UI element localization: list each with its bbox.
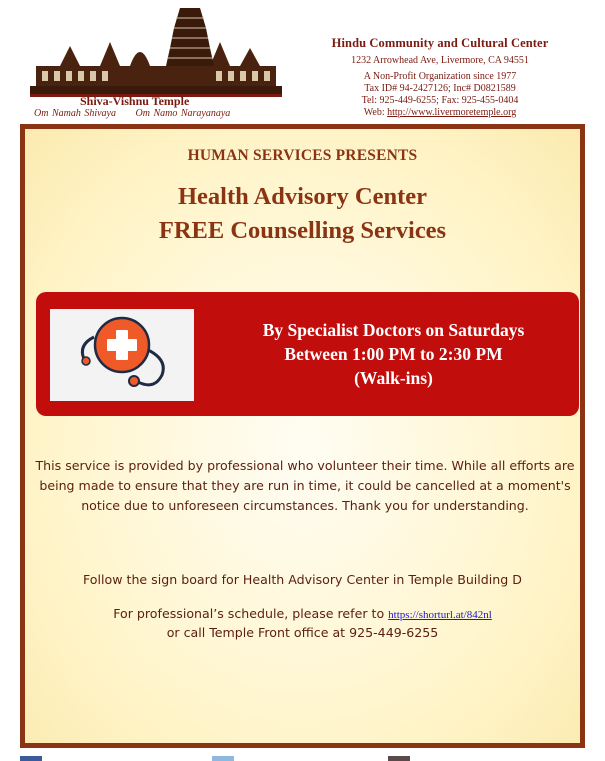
health-logo <box>50 309 194 401</box>
title-line-2: FREE Counselling Services <box>158 217 447 244</box>
web-link[interactable]: http://www.livermoretemple.org <box>387 107 517 118</box>
twitter-icon <box>212 756 234 761</box>
presenter-heading: HUMAN SERVICES PRESENTS <box>187 147 418 164</box>
web-label: Web: <box>363 107 388 118</box>
title-line-1: Health Advisory Center <box>177 183 428 210</box>
schedule-line-2: Between 1:00 PM to 2:30 PM <box>284 344 503 364</box>
org-phone-fax: Tel: 925-449-6255; Fax: 925-455-0404 <box>361 95 519 106</box>
schedule-line-1: By Specialist Doctors on Saturdays <box>262 320 525 340</box>
flyer-panel <box>20 124 585 748</box>
org-address: 1232 Arrowhead Ave, Livermore, CA 94551 <box>351 55 529 66</box>
share-icon <box>388 756 410 761</box>
schedule-banner <box>36 292 579 416</box>
mantra-right: Om Namo Narayanaya <box>135 108 231 119</box>
temple-illustration <box>30 8 282 98</box>
mantra-left: Om Namah Shivaya <box>34 108 116 119</box>
letterhead <box>0 0 605 124</box>
org-name: Hindu Community and Cultural Center <box>331 36 549 50</box>
medical-cross-stethoscope-icon <box>50 309 194 401</box>
follow-sign-text: Follow the sign board for Health Advisory Center in Temple Building D <box>83 572 522 587</box>
bottom-toolbar-strip <box>0 752 605 761</box>
org-info <box>300 36 580 119</box>
schedule-ref-text: For professional’s schedule, please refer to <box>113 606 389 621</box>
disclaimer-paragraph: This service is provided by professional who volunteer their time. While all efforts are being made to ensure that they are run in time, it could be cancelled at a moment's notice due to unforeseen circumstances. Thank you for understanding. <box>35 458 575 513</box>
schedule-text <box>216 318 571 390</box>
facebook-icon <box>20 756 42 761</box>
org-nonprofit: A Non-Profit Organization since 1977 <box>363 71 517 82</box>
call-text: or call Temple Front office at 925-449-6255 <box>166 625 439 640</box>
schedule-line-3: (Walk-ins) <box>354 368 433 388</box>
schedule-link[interactable]: https://shorturl.at/842nl <box>388 609 492 621</box>
mantras <box>34 108 230 119</box>
org-web <box>300 107 580 119</box>
temple-name: Shiva-Vishnu Temple <box>80 94 190 108</box>
schedule-reference <box>25 605 580 642</box>
org-tax-id: Tax ID# 94-2427126; Inc# D0821589 <box>364 83 516 94</box>
